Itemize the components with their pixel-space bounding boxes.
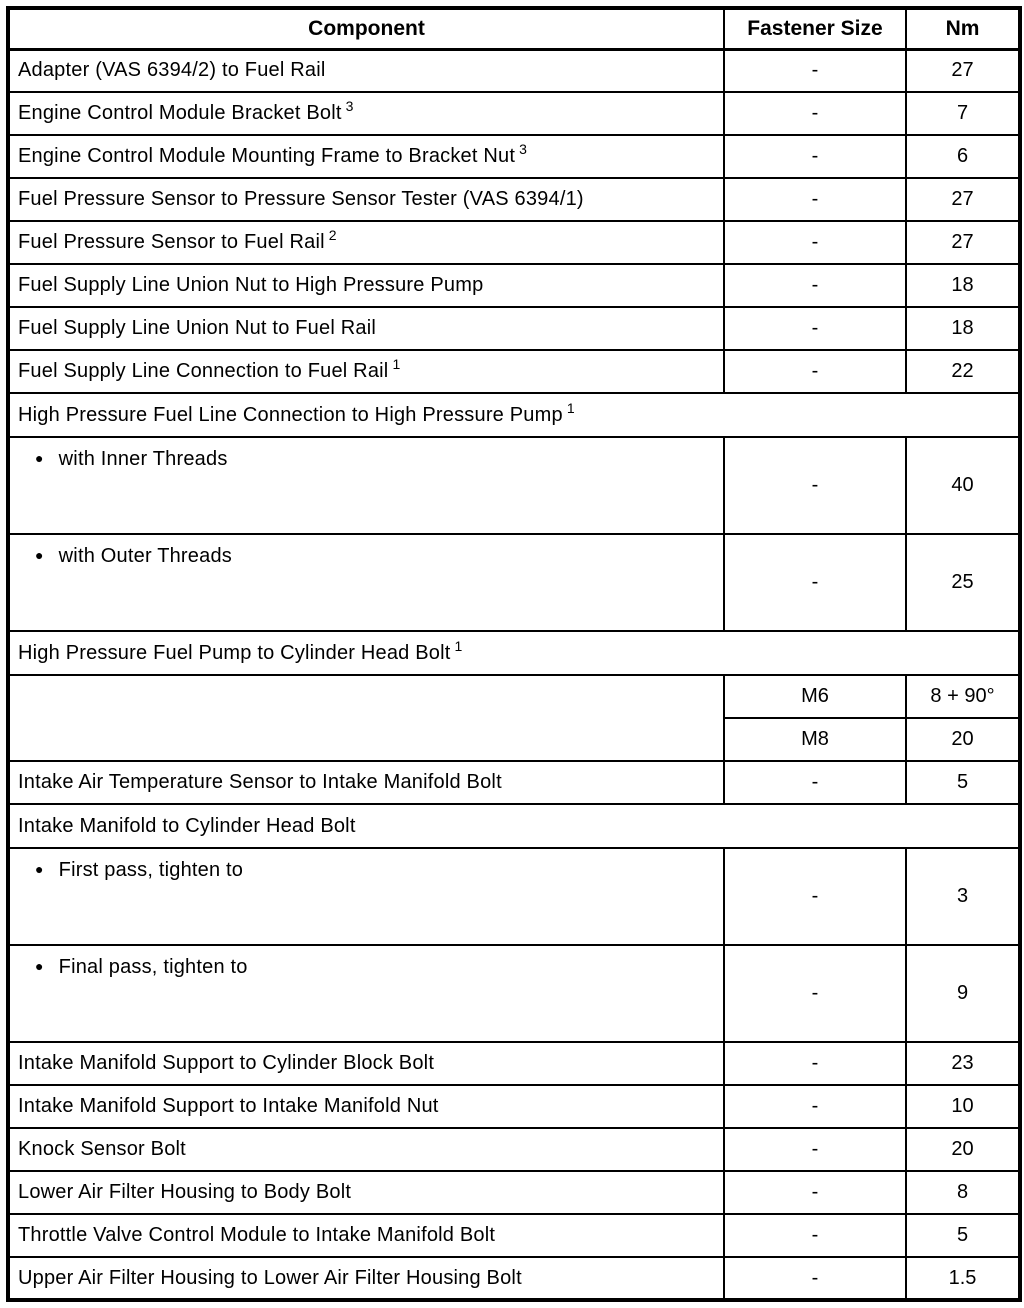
footnote-ref: 1 (392, 356, 401, 373)
fastener-size-value: - (811, 1266, 819, 1289)
fastener-variant-row (8, 675, 1020, 718)
fastener-size-cell (724, 1214, 906, 1257)
component-label: First pass, tighten to (58, 859, 244, 881)
fastener-size-cell (724, 437, 906, 534)
fastener-size-value: - (811, 1224, 819, 1246)
nm-cell (906, 221, 1020, 264)
nm-value: 27 (951, 188, 974, 210)
footnote-ref: 3 (519, 141, 528, 158)
nm-cell (906, 534, 1020, 631)
fastener-size-value: - (811, 145, 819, 167)
table-header (8, 8, 1020, 49)
nm-cell (906, 1128, 1020, 1171)
component-cell (8, 437, 724, 534)
nm-value: 22 (951, 360, 974, 382)
fastener-size-value: M8 (801, 728, 829, 750)
fastener-size-cell (724, 1171, 906, 1214)
fastener-size-cell (724, 221, 906, 264)
component-label: Fuel Pressure Sensor to Fuel Rail (18, 231, 325, 253)
bullet-row (8, 945, 1020, 1042)
fastener-size-cell (724, 848, 906, 945)
header-row (8, 8, 1020, 49)
nm-cell (906, 350, 1020, 393)
component-cell (8, 945, 724, 1042)
nm-value: 3 (956, 885, 969, 907)
table-row (8, 1042, 1020, 1085)
fastener-size-cell (724, 49, 906, 92)
nm-cell (906, 264, 1020, 307)
fastener-size-value: - (811, 1138, 819, 1160)
footnote-ref: 3 (345, 98, 354, 115)
table-row (8, 1085, 1020, 1128)
fastener-size-cell (724, 1085, 906, 1128)
component-cell (8, 221, 724, 264)
table-row (8, 350, 1020, 393)
component-cell (8, 350, 724, 393)
nm-value: 5 (956, 1224, 969, 1246)
component-cell (8, 1171, 724, 1214)
component-cell (8, 49, 724, 92)
nm-value: 10 (951, 1095, 974, 1117)
component-cell (8, 1128, 724, 1171)
nm-value: 27 (951, 59, 974, 82)
torque-table-body (8, 49, 1020, 1300)
section-label: High Pressure Fuel Pump to Cylinder Head Bolt (18, 641, 451, 664)
section-label: High Pressure Fuel Line Connection to High Pressure Pump (18, 403, 563, 426)
fastener-size-value: - (811, 1052, 819, 1074)
nm-cell (906, 135, 1020, 178)
nm-value: 20 (951, 1138, 974, 1160)
component-cell (8, 92, 724, 135)
fastener-size-cell (724, 135, 906, 178)
nm-cell (906, 1042, 1020, 1085)
nm-value: 25 (951, 571, 974, 593)
section-cell (8, 804, 1020, 848)
component-label: with Outer Threads (58, 545, 232, 567)
component-cell (8, 1042, 724, 1085)
fastener-size-cell (724, 350, 906, 393)
component-cell (8, 307, 724, 350)
nm-value: 23 (951, 1052, 974, 1074)
column-header-component: Component (8, 8, 724, 49)
section-cell (8, 393, 1020, 437)
fastener-size-cell (724, 945, 906, 1042)
nm-cell (906, 49, 1020, 92)
table-row (8, 1128, 1020, 1171)
fastener-size-cell (724, 1257, 906, 1300)
nm-cell (906, 1085, 1020, 1128)
component-label: Intake Manifold Support to Intake Manifold Nut (18, 1095, 439, 1117)
fastener-size-value: - (811, 59, 819, 82)
fastener-size-cell (724, 761, 906, 804)
fastener-size-value: M6 (801, 685, 829, 707)
fastener-size-cell (724, 1128, 906, 1171)
table-row (8, 49, 1020, 92)
bullet-icon: ● (35, 450, 44, 466)
fastener-size-cell (724, 178, 906, 221)
bullet-row (8, 848, 1020, 945)
table-row (8, 307, 1020, 350)
table-row (8, 1257, 1020, 1300)
section-label: Intake Manifold to Cylinder Head Bolt (18, 814, 356, 837)
component-cell (8, 1214, 724, 1257)
nm-cell (906, 307, 1020, 350)
component-cell (8, 1257, 724, 1300)
section-cell (8, 631, 1020, 675)
bullet-row (8, 437, 1020, 534)
nm-value: 5 (956, 771, 969, 793)
table-row (8, 264, 1020, 307)
nm-value: 8 (956, 1181, 969, 1203)
component-cell (8, 264, 724, 307)
footnote-ref: 2 (328, 227, 337, 244)
section-row (8, 393, 1020, 437)
component-label: Upper Air Filter Housing to Lower Air Filter Housing Bolt (18, 1266, 522, 1289)
bullet-icon: ● (35, 861, 44, 877)
fastener-size-cell (724, 92, 906, 135)
fastener-size-value: - (811, 885, 819, 907)
fastener-size-value: - (811, 1095, 819, 1117)
section-row (8, 631, 1020, 675)
fastener-size-value: - (811, 274, 819, 296)
nm-value: 6 (956, 145, 969, 167)
component-label: Engine Control Module Bracket Bolt (18, 102, 342, 124)
nm-value: 20 (951, 728, 974, 750)
bullet-row (8, 534, 1020, 631)
nm-value: 8 + 90° (930, 685, 995, 707)
fastener-size-value: - (811, 360, 819, 382)
column-header-fastener-size: Fastener Size (724, 8, 906, 49)
component-label: Intake Air Temperature Sensor to Intake Manifold Bolt (18, 771, 502, 793)
component-label: Fuel Supply Line Connection to Fuel Rail (18, 360, 389, 382)
table-row (8, 221, 1020, 264)
fastener-size-value: - (811, 102, 819, 124)
footnote-ref: 1 (566, 399, 575, 416)
fastener-size-value: - (811, 982, 819, 1004)
fastener-size-value: - (811, 188, 819, 210)
footnote-ref: 1 (454, 637, 463, 654)
fastener-size-cell (724, 534, 906, 631)
component-cell (8, 135, 724, 178)
nm-cell (906, 92, 1020, 135)
component-cell (8, 178, 724, 221)
component-label: Fuel Supply Line Union Nut to High Pressure Pump (18, 274, 484, 296)
nm-cell (906, 437, 1020, 534)
fastener-size-value: - (811, 571, 819, 593)
nm-value: 18 (951, 317, 974, 339)
table-row (8, 1214, 1020, 1257)
table-row (8, 1171, 1020, 1214)
nm-value: 9 (956, 982, 969, 1004)
nm-cell (906, 1214, 1020, 1257)
table-row (8, 761, 1020, 804)
nm-cell (906, 718, 1020, 761)
nm-value: 18 (951, 274, 974, 296)
nm-value: 27 (951, 231, 974, 253)
fastener-size-value: - (811, 317, 819, 339)
component-label: Intake Manifold Support to Cylinder Block Bolt (18, 1052, 435, 1074)
nm-cell (906, 675, 1020, 718)
fastener-size-value: - (811, 771, 819, 793)
bullet-icon: ● (35, 547, 44, 563)
torque-spec-table (6, 6, 1022, 1302)
table-row (8, 178, 1020, 221)
column-header-nm: Nm (906, 8, 1020, 49)
bullet-icon: ● (35, 958, 44, 974)
nm-cell (906, 1171, 1020, 1214)
component-label: Fuel Supply Line Union Nut to Fuel Rail (18, 317, 376, 339)
fastener-size-cell (724, 307, 906, 350)
component-label: Final pass, tighten to (58, 956, 248, 978)
table-row (8, 135, 1020, 178)
component-label: Lower Air Filter Housing to Body Bolt (18, 1181, 352, 1203)
component-label: with Inner Threads (58, 448, 228, 470)
component-label: Engine Control Module Mounting Frame to Bracket Nut (18, 145, 516, 167)
nm-cell (906, 848, 1020, 945)
component-label: Knock Sensor Bolt (18, 1138, 186, 1160)
nm-value: 1.5 (948, 1266, 977, 1289)
table-row (8, 92, 1020, 135)
fastener-size-value: - (811, 1181, 819, 1203)
nm-cell (906, 1257, 1020, 1300)
fastener-size-value: - (811, 474, 819, 496)
nm-cell (906, 945, 1020, 1042)
nm-cell (906, 761, 1020, 804)
component-cell-empty (8, 675, 724, 761)
nm-value: 7 (956, 102, 969, 124)
nm-value: 40 (951, 474, 974, 496)
fastener-size-cell (724, 264, 906, 307)
fastener-size-cell (724, 1042, 906, 1085)
component-label: Fuel Pressure Sensor to Pressure Sensor Tester (VAS 6394/1) (18, 188, 584, 210)
component-cell (8, 761, 724, 804)
nm-cell (906, 178, 1020, 221)
section-row (8, 804, 1020, 848)
fastener-size-cell (724, 718, 906, 761)
fastener-size-value: - (811, 231, 819, 253)
component-label: Throttle Valve Control Module to Intake Manifold Bolt (18, 1224, 496, 1246)
component-cell (8, 1085, 724, 1128)
component-cell (8, 848, 724, 945)
fastener-size-cell (724, 675, 906, 718)
component-cell (8, 534, 724, 631)
component-label: Adapter (VAS 6394/2) to Fuel Rail (18, 59, 326, 82)
